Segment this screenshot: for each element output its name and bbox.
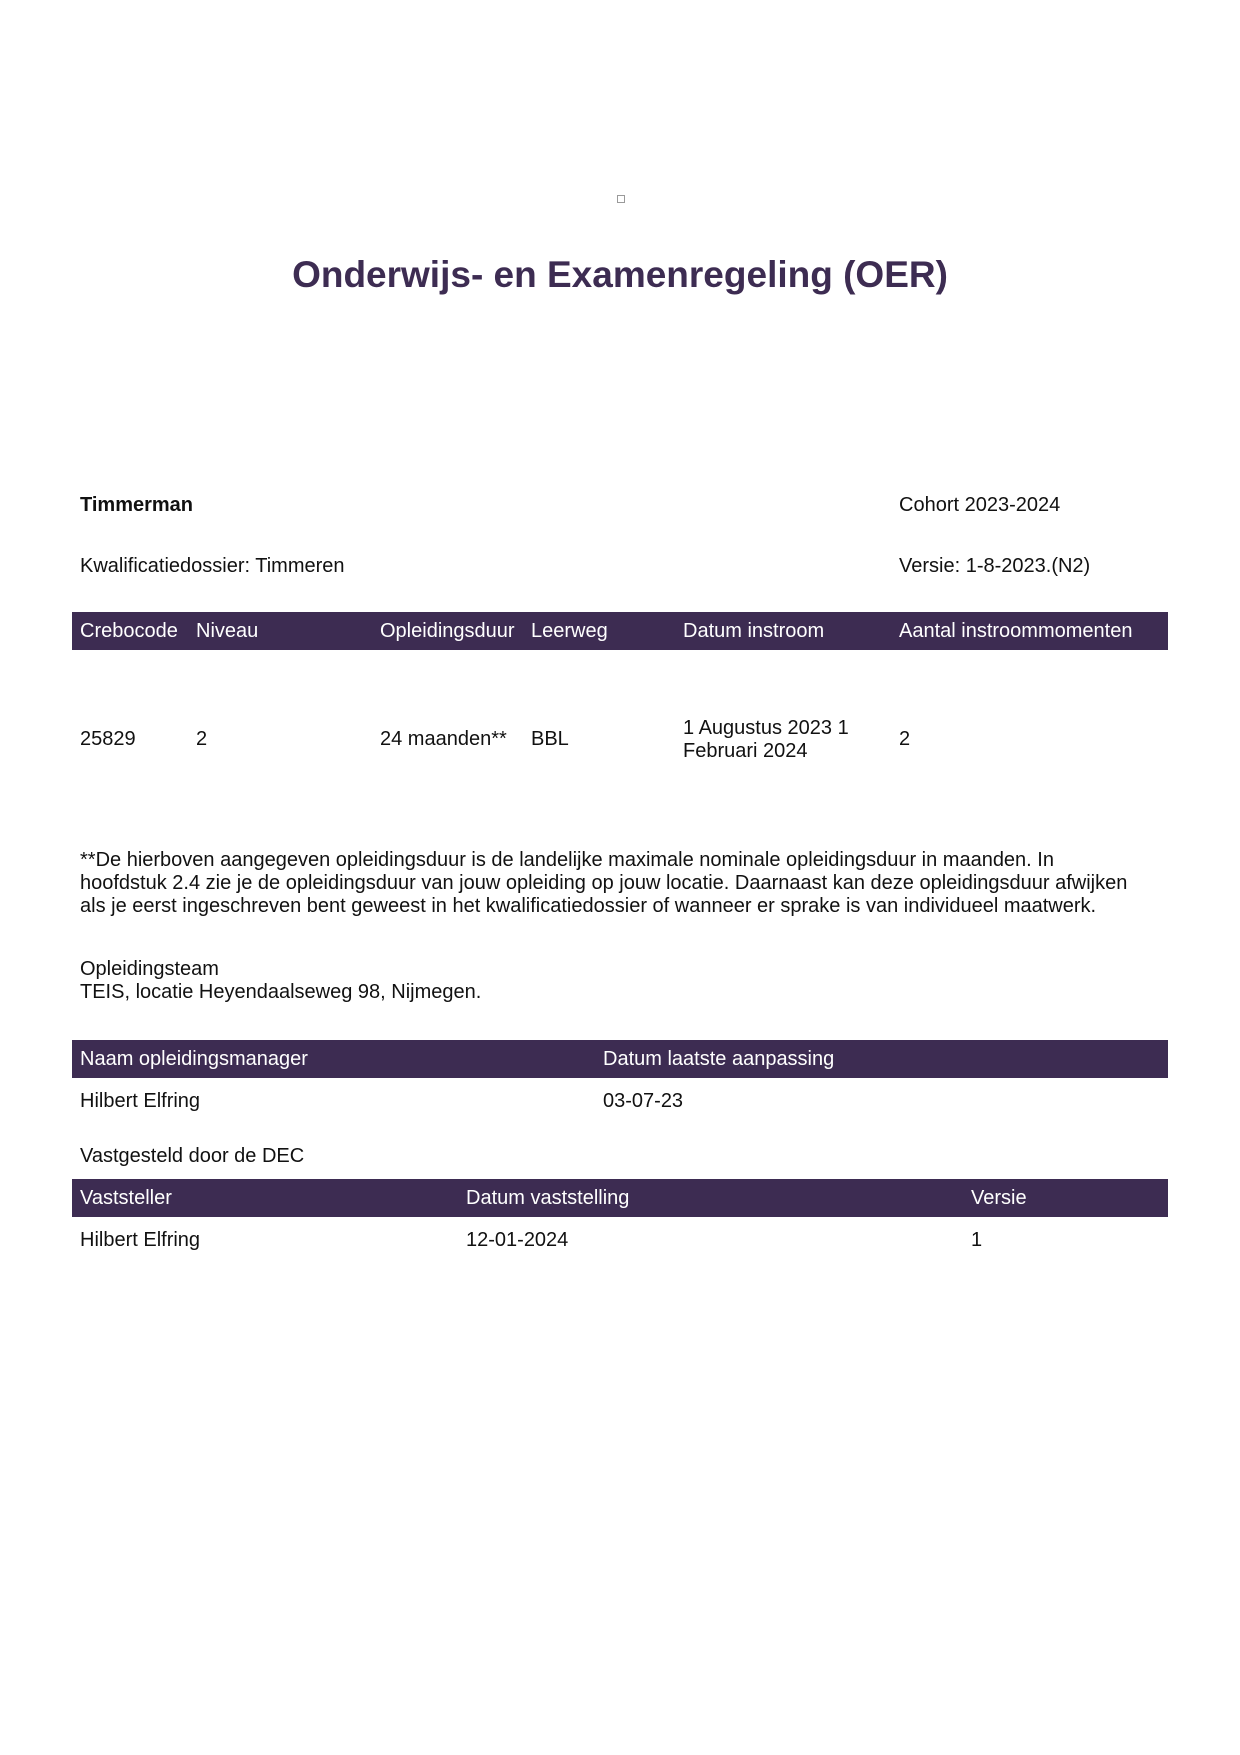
cell-crebocode: 25829 — [80, 728, 136, 750]
header-opleidingsduur: Opleidingsduur — [380, 620, 515, 642]
cell-last-change: 03-07-23 — [603, 1090, 684, 1112]
cell-opleidingsduur: 24 maanden** — [380, 728, 507, 750]
header-datum-vaststelling: Datum vaststelling — [466, 1187, 630, 1209]
version-label: Versie: 1-8-2023.(N2) — [899, 555, 1091, 577]
cell-aantal: 2 — [899, 728, 911, 750]
footnote-line-3: als je eerst ingeschreven bent geweest in het kwalificatiedossier of wanneer er sprake is van individueel maatwerk. — [80, 895, 1097, 917]
header-versie: Versie — [971, 1187, 1027, 1209]
header-leerweg: Leerweg — [531, 620, 608, 642]
cell-vaststeller: Hilbert Elfring — [80, 1229, 201, 1251]
footnote-line-1: **De hierboven aangegeven opleidingsduur is de landelijke maximale nominale opleidingsduur in maanden. In — [80, 849, 1054, 871]
dossier-label: Kwalificatiedossier: Timmeren — [80, 555, 345, 577]
cell-versie: 1 — [971, 1229, 983, 1251]
dec-label: Vastgesteld door de DEC — [80, 1145, 305, 1167]
team-label: Opleidingsteam — [80, 958, 219, 980]
cell-leerweg: BBL — [531, 728, 569, 750]
program-name: Timmerman — [80, 494, 194, 516]
page-title: Onderwijs- en Examenregeling (OER) — [292, 254, 948, 295]
cohort-label: Cohort 2023-2024 — [899, 494, 1061, 516]
footnote-line-2: hoofdstuk 2.4 zie je de opleidingsduur van jouw opleiding op jouw locatie. Daarnaast kan deze opleidingsduur afwijken — [80, 872, 1128, 894]
cell-manager-name: Hilbert Elfring — [80, 1090, 201, 1112]
header-aantal: Aantal instroommomenten — [899, 620, 1133, 642]
cell-datum-instroom-2: Februari 2024 — [683, 740, 808, 762]
program-table-header — [72, 612, 1168, 650]
header-niveau: Niveau — [196, 620, 259, 642]
header-datum-instroom: Datum instroom — [683, 620, 825, 642]
logo-placeholder-icon — [617, 195, 625, 203]
dec-table-header — [72, 1179, 1168, 1217]
header-last-change: Datum laatste aanpassing — [603, 1048, 835, 1070]
cell-datum-vaststelling: 12-01-2024 — [466, 1229, 569, 1251]
cell-datum-instroom-1: 1 Augustus 2023 1 — [683, 717, 849, 739]
manager-table-header — [72, 1040, 1168, 1078]
header-manager-name: Naam opleidingsmanager — [80, 1048, 308, 1070]
team-location: TEIS, locatie Heyendaalseweg 98, Nijmegen. — [80, 981, 482, 1003]
header-vaststeller: Vaststeller — [80, 1187, 172, 1209]
cell-niveau: 2 — [196, 728, 208, 750]
header-crebocode: Crebocode — [80, 620, 178, 642]
